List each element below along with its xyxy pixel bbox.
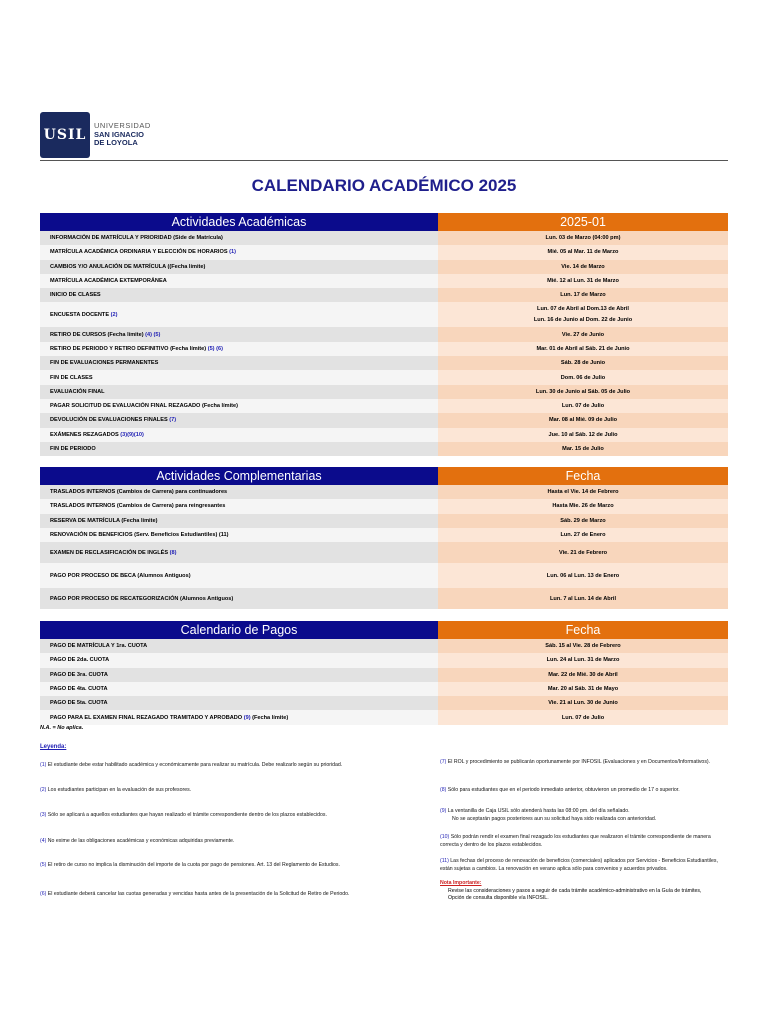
activity-label: RETIRO DE PERIODO Y RETIRO DEFINITIVO (Fecha límite) bbox=[50, 345, 207, 352]
table-row bbox=[40, 288, 728, 302]
activity-label: PAGO DE 2da. CUOTA bbox=[50, 657, 110, 664]
na-note: N.A. = No aplica. bbox=[40, 725, 84, 731]
activity-cell bbox=[40, 485, 438, 499]
activity-cell bbox=[40, 288, 438, 302]
date-cell bbox=[438, 668, 728, 682]
date-cell bbox=[438, 442, 728, 456]
activity-label: FIN DE PERIODO bbox=[50, 446, 96, 452]
table-row bbox=[40, 428, 728, 442]
date-cell bbox=[438, 399, 728, 413]
date-cell bbox=[438, 370, 728, 384]
activity-label: EXAMEN DE RECLASIFICACIÓN DE INGLÉS bbox=[50, 549, 169, 556]
important-note bbox=[440, 880, 701, 903]
legend-text: La ventanilla de Caja USIL sólo atenderá hasta las 08:00 pm. del día señalado. bbox=[447, 808, 630, 814]
table-row bbox=[40, 528, 728, 542]
legend-item bbox=[40, 812, 420, 820]
legend-text-2: No se aceptarán pagos posteriores aun su solicitud haya sido realizada con anterioridad. bbox=[452, 815, 657, 822]
table-row bbox=[40, 260, 728, 274]
legend-text: El estudiante deberá cancelar las cuotas generadas y vencidas hasta antes de la presentación de la Solicitud de Retiro de Periodo. bbox=[47, 891, 350, 897]
legend-ref: (1) bbox=[40, 762, 47, 768]
legend-text: Los estudiantes participan en la evaluación de sus profesores. bbox=[47, 787, 192, 793]
legend-text: El retiro de curso no implica la disminución del importe de la cuota por pago de pensiones. Art. 13 del Reglamento de Estudios. bbox=[47, 862, 340, 868]
activity-cell bbox=[40, 302, 438, 327]
header-divider bbox=[40, 160, 728, 161]
activity-cell bbox=[40, 682, 438, 696]
date-value: Jue. 10 al Sáb. 12 de Julio bbox=[548, 431, 618, 438]
date-cell bbox=[438, 302, 728, 327]
activity-label: RESERVA DE MATRÍCULA (Fecha límite) bbox=[50, 517, 158, 524]
activity-label: PAGAR SOLICITUD DE EVALUACIÓN FINAL REZAGADO (Fecha límite) bbox=[50, 403, 239, 410]
table-row bbox=[40, 588, 728, 609]
note-line-2: Opción de consulta disponible vía INFOSIL. bbox=[448, 895, 549, 901]
activity-label: FIN DE CLASES bbox=[50, 374, 93, 381]
activity-cell bbox=[40, 428, 438, 442]
date-value: Vie. 21 de Febrero bbox=[558, 549, 608, 556]
date-cell bbox=[438, 413, 728, 427]
date-cell bbox=[438, 231, 728, 245]
legend-item bbox=[40, 787, 420, 795]
activity-cell bbox=[40, 653, 438, 667]
table-row bbox=[40, 499, 728, 513]
activity-cell bbox=[40, 528, 438, 542]
table-row bbox=[40, 413, 728, 427]
legend-item bbox=[40, 838, 420, 846]
activity-cell bbox=[40, 327, 438, 341]
activity-cell bbox=[40, 370, 438, 384]
activity-label: TRASLADOS INTERNOS (Cambios de Carrera) para reingresantes bbox=[50, 503, 226, 510]
date-cell bbox=[438, 428, 728, 442]
activity-label: RETIRO DE CURSOS (Fecha límite) bbox=[50, 331, 144, 338]
table-row bbox=[40, 710, 728, 724]
table-row bbox=[40, 682, 728, 696]
activity-cell bbox=[40, 356, 438, 370]
table-row bbox=[40, 274, 728, 288]
footnote-ref: (4) (5) bbox=[145, 331, 161, 338]
academic-period-header: 2025-01 bbox=[438, 213, 728, 231]
date-value: Lun. 03 de Marzo (04:00 pm) bbox=[545, 235, 621, 242]
table-row bbox=[40, 514, 728, 528]
date-value: Mar. 08 al Mié. 09 de Julio bbox=[548, 417, 618, 424]
activity-cell bbox=[40, 499, 438, 513]
legend-item bbox=[440, 858, 730, 873]
table-row bbox=[40, 327, 728, 341]
date-value: Vie. 14 de Marzo bbox=[561, 263, 605, 270]
table-row bbox=[40, 639, 728, 653]
table-row bbox=[40, 485, 728, 499]
usil-logo bbox=[40, 112, 151, 158]
date-cell bbox=[438, 528, 728, 542]
legend-ref: (10) bbox=[440, 834, 450, 840]
date-value: Lun. 07 de Julio bbox=[561, 714, 605, 721]
footnote-ref: (8) bbox=[169, 549, 177, 556]
activity-label: INFORMACIÓN DE MATRÍCULA Y PRIORIDAD (Side de Matrícula) bbox=[50, 235, 223, 242]
legend-item bbox=[440, 834, 730, 849]
table-row bbox=[40, 563, 728, 588]
legend-ref: (6) bbox=[40, 891, 47, 897]
activity-cell bbox=[40, 342, 438, 356]
logo-mark: USIL bbox=[40, 112, 90, 158]
activity-cell bbox=[40, 696, 438, 710]
table-row bbox=[40, 653, 728, 667]
date-value: Sáb. 28 de Junio bbox=[560, 360, 606, 367]
date-cell bbox=[438, 514, 728, 528]
activity-label: EXÁMENES REZAGADOS bbox=[50, 431, 119, 438]
logo-text bbox=[94, 122, 151, 148]
complementary-date-header: Fecha bbox=[438, 467, 728, 485]
activity-cell bbox=[40, 710, 438, 724]
activity-cell bbox=[40, 399, 438, 413]
date-cell bbox=[438, 288, 728, 302]
activity-cell bbox=[40, 514, 438, 528]
table-row bbox=[40, 442, 728, 456]
date-cell bbox=[438, 588, 728, 609]
date-cell bbox=[438, 542, 728, 563]
table-row bbox=[40, 696, 728, 710]
legend-item bbox=[40, 891, 420, 899]
date-cell bbox=[438, 260, 728, 274]
date-cell bbox=[438, 499, 728, 513]
legend-text: Sólo se aplicará a aquellos estudiantes que hayan realizado el trámite correspondiente dentro de los plazos establecidos. bbox=[47, 812, 327, 818]
date-cell bbox=[438, 342, 728, 356]
date-value: Lun. 24 al Lun. 31 de Marzo bbox=[546, 657, 620, 664]
note-line-1: Revise las consideraciones y pasos a seguir de cada trámite académico-administrativo en la Guía de trámites, bbox=[448, 887, 702, 894]
activity-label: RENOVACIÓN DE BENEFICIOS (Serv. Beneficios Estudiantiles) (11) bbox=[50, 532, 229, 539]
table-row bbox=[40, 342, 728, 356]
date-value: Lun. 06 al Lun. 13 de Enero bbox=[546, 572, 620, 579]
table-row bbox=[40, 370, 728, 384]
legend-text: Sólo podrán rendir el examen final rezagado los estudiantes que realizaron el trámite correspondiente de manera correcta y dentro de los plazos establecidos. bbox=[440, 834, 711, 848]
page-title: CALENDARIO ACADÉMICO 2025 bbox=[251, 176, 517, 195]
footnote-ref: (2) bbox=[110, 311, 118, 318]
legend-item bbox=[440, 759, 730, 767]
activity-label: INICIO DE CLASES bbox=[50, 292, 101, 299]
activity-cell bbox=[40, 588, 438, 609]
date-cell bbox=[438, 385, 728, 399]
legend-text: Las fechas del proceso de renovación de beneficios (comerciales) aplicados por Servicios - Beneficios Estudiantiles, están sujetas a cambios. La renovación en verano aplica sólo para convenios y acuerdos privados. bbox=[440, 858, 718, 872]
legend-ref: (4) bbox=[40, 838, 47, 844]
activity-label: DEVOLUCIÓN DE EVALUACIONES FINALES bbox=[50, 417, 168, 424]
legend-title: Leyenda: bbox=[40, 744, 67, 750]
activity-label: PAGO PARA EL EXAMEN FINAL REZAGADO TRAMITADO Y APROBADO bbox=[50, 714, 243, 721]
legend-ref: (7) bbox=[440, 759, 447, 765]
activity-cell bbox=[40, 668, 438, 682]
date-value: Lun. 17 de Marzo bbox=[560, 292, 606, 299]
activity-label: TRASLADOS INTERNOS (Cambios de Carrera) para continuadores bbox=[50, 489, 228, 496]
table-row bbox=[40, 399, 728, 413]
logo-line2: SAN IGNACIO bbox=[94, 129, 145, 139]
activity-label: ENCUESTA DOCENTE bbox=[50, 311, 110, 318]
footnote-ref: (9) bbox=[243, 714, 251, 721]
footnote-ref: (1) bbox=[229, 249, 236, 256]
activity-label: PAGO DE 3ra. CUOTA bbox=[50, 671, 108, 678]
academic-table bbox=[40, 213, 728, 456]
note-title: Nota Importante: bbox=[440, 880, 482, 886]
date-cell bbox=[438, 696, 728, 710]
date-value: Mar. 01 de Abril al Sáb. 21 de Junio bbox=[536, 345, 630, 352]
footnote-ref: (5) (6) bbox=[207, 345, 223, 352]
date-value: Dom. 06 de Julio bbox=[560, 374, 606, 381]
date-value: Mié. 05 al Mar. 11 de Marzo bbox=[547, 249, 619, 256]
legend-ref: (3) bbox=[40, 812, 47, 818]
payments-header: Calendario de Pagos bbox=[40, 621, 438, 639]
date-cell bbox=[438, 653, 728, 667]
activity-label: MATRÍCULA ACADÉMICA ORDINARIA Y ELECCIÓN DE HORARIOS bbox=[50, 249, 228, 256]
date-value: Sáb. 29 de Marzo bbox=[560, 517, 606, 524]
table-row bbox=[40, 231, 728, 245]
date-value: Mié. 12 al Lun. 31 de Marzo bbox=[547, 278, 619, 285]
date-value: Mar. 22 de Mié. 30 de Abril bbox=[548, 671, 618, 678]
date-value: Lun. 30 de Junio al Sáb. 05 de Julio bbox=[535, 388, 631, 395]
complementary-table bbox=[40, 467, 728, 609]
activity-label: EVALUACIÓN FINAL bbox=[50, 388, 105, 395]
date-value: Vie. 27 de Junio bbox=[561, 331, 605, 338]
date-value-2: Lun. 16 de Junio al Dom. 22 de Junio bbox=[533, 317, 633, 324]
table-row bbox=[40, 542, 728, 563]
activity-label: FIN DE EVALUACIONES PERMANENTES bbox=[50, 360, 159, 367]
table-row bbox=[40, 302, 728, 327]
activity-cell bbox=[40, 563, 438, 588]
legend-ref: (9) bbox=[440, 808, 447, 814]
date-value: Lun. 7 al Lun. 14 de Abril bbox=[550, 595, 616, 602]
date-value: Sáb. 15 al Vie. 28 de Febrero bbox=[545, 643, 621, 650]
table-row bbox=[40, 356, 728, 370]
date-cell bbox=[438, 710, 728, 724]
date-cell bbox=[438, 563, 728, 588]
legend-ref: (2) bbox=[40, 787, 47, 793]
footnote-ref: (3)(9)(10) bbox=[120, 431, 144, 438]
activity-cell bbox=[40, 413, 438, 427]
activity-cell bbox=[40, 639, 438, 653]
logo-line1: UNIVERSIDAD bbox=[94, 121, 151, 131]
activity-cell bbox=[40, 274, 438, 288]
activity-cell bbox=[40, 231, 438, 245]
payments-table bbox=[40, 621, 728, 725]
activity-cell bbox=[40, 245, 438, 259]
activity-label-suffix: (Fecha límite) bbox=[250, 714, 289, 721]
date-cell bbox=[438, 682, 728, 696]
footnote-ref: (7) bbox=[169, 417, 177, 424]
activity-cell bbox=[40, 260, 438, 274]
academic-rows bbox=[40, 231, 728, 456]
activity-label: MATRÍCULA ACADÉMICA EXTEMPORÁNEA bbox=[50, 278, 167, 285]
activity-label: PAGO DE MATRÍCULA Y 1ra. CUOTA bbox=[50, 643, 148, 650]
date-value: Lun. 07 de Abril al Dom.13 de Abril bbox=[537, 306, 629, 313]
legend-text: El estudiante debe estar habilitado académica y económicamente para realizar su matrícula. Debe realizarlo según su prioridad. bbox=[47, 762, 343, 768]
table-row bbox=[40, 245, 728, 259]
payments-date-header: Fecha bbox=[438, 621, 728, 639]
date-cell bbox=[438, 274, 728, 288]
date-cell bbox=[438, 485, 728, 499]
date-value: Mar. 15 de Julio bbox=[562, 446, 604, 452]
activity-label: PAGO POR PROCESO DE BECA (Alumnos Antiguos) bbox=[50, 572, 191, 579]
date-cell bbox=[438, 639, 728, 653]
activity-label: PAGO DE 4ta. CUOTA bbox=[50, 686, 108, 693]
date-value: Hasta Mie. 26 de Marzo bbox=[552, 503, 614, 510]
legend-ref: (5) bbox=[40, 862, 47, 868]
table-row bbox=[40, 668, 728, 682]
activity-label: PAGO DE 5ta. CUOTA bbox=[50, 700, 108, 707]
legend-item bbox=[440, 808, 730, 823]
complementary-rows bbox=[40, 485, 728, 609]
logo-line3: DE LOYOLA bbox=[94, 138, 138, 148]
legend-text: Sólo para estudiantes que en el periodo inmediato anterior, obtuvieron un promedio de 17 o superior. bbox=[447, 787, 680, 793]
legend-item bbox=[40, 862, 420, 870]
legend-item bbox=[440, 787, 730, 795]
legend-text: El ROL y procedimiento se publicarán oportunamente por INFOSIL (Evaluaciones y en Documentos/Informativos). bbox=[447, 759, 711, 765]
legend-ref: (11) bbox=[440, 858, 449, 864]
date-cell bbox=[438, 245, 728, 259]
complementary-header: Actividades Complementarias bbox=[40, 467, 438, 485]
activity-label: CAMBIOS Y/O ANULACIÓN DE MATRÍCULA ((Fecha límite) bbox=[50, 263, 206, 270]
activity-cell bbox=[40, 385, 438, 399]
date-value: Lun. 07 de Julio bbox=[561, 403, 605, 410]
date-cell bbox=[438, 356, 728, 370]
date-value: Hasta el Vie. 14 de Febrero bbox=[547, 489, 619, 496]
table-row bbox=[40, 385, 728, 399]
date-value: Mar. 20 al Sáb. 31 de Mayo bbox=[547, 686, 619, 693]
legend-ref: (8) bbox=[440, 787, 447, 793]
activity-cell bbox=[40, 542, 438, 563]
date-value: Vie. 21 al Lun. 30 de Junio bbox=[548, 700, 618, 707]
date-cell bbox=[438, 327, 728, 341]
activity-cell bbox=[40, 442, 438, 456]
academic-header: Actividades Académicas bbox=[40, 213, 438, 231]
legend-item bbox=[40, 762, 420, 770]
date-value: Lun. 27 de Enero bbox=[560, 532, 606, 539]
payments-rows bbox=[40, 639, 728, 725]
legend-text: No exime de las obligaciones académicas y económicas adquiridas previamente. bbox=[47, 838, 235, 844]
activity-label: PAGO POR PROCESO DE RECATEGORIZACIÓN (Alumnos Antiguos) bbox=[50, 595, 234, 602]
